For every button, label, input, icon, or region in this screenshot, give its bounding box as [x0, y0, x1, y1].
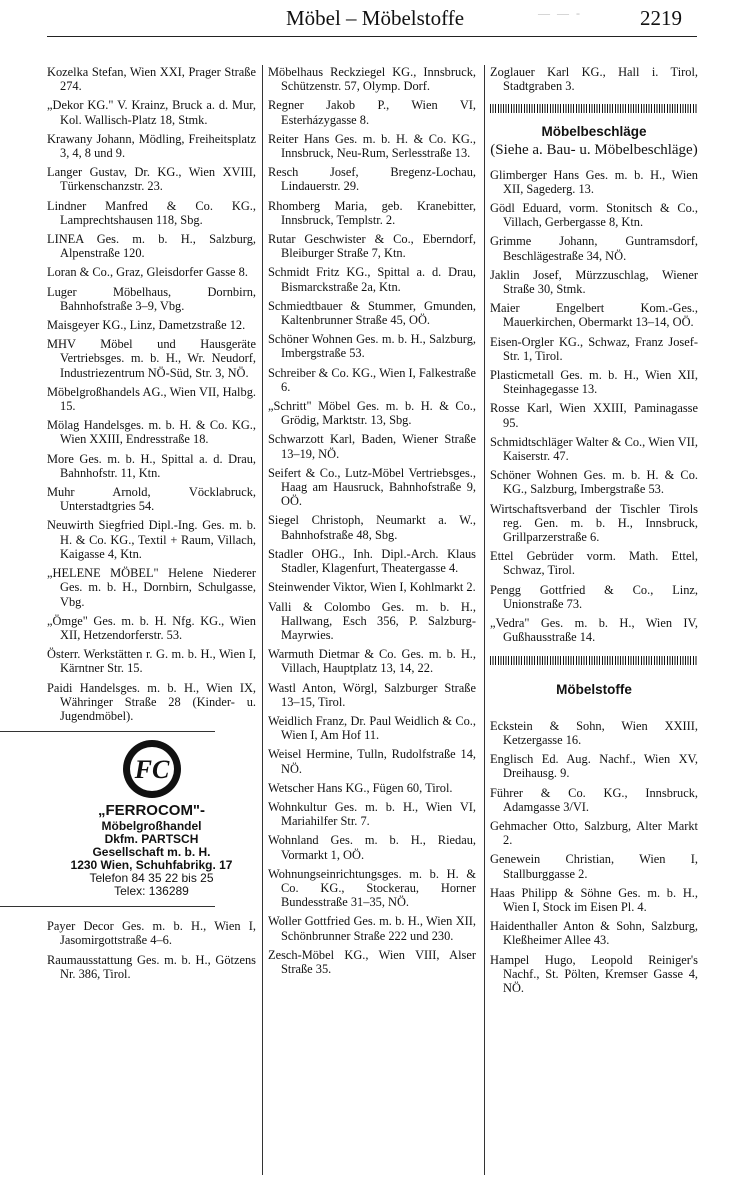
list-item: Schmiedtbauer & Stummer, Gmunden, Kaltenbrunner Straße 45, OÖ.	[268, 298, 476, 328]
header-marks: — — -	[538, 6, 582, 20]
list-item: Maier Engelbert Kom.-Ges., Mauerkirchen, Obermarkt 13–14, OÖ.	[490, 301, 698, 330]
header-rule	[47, 36, 697, 37]
list-item: Raumausstattung Ges. m. b. H., Götzens Nr. 386, Tirol.	[47, 952, 256, 981]
list-item: Möbelhaus Reckziegel KG., Innsbruck, Schützenstr. 57, Olymp. Dorf.	[268, 65, 476, 94]
list-item: Steinwender Viktor, Wien I, Kohlmarkt 2.	[268, 580, 476, 595]
list-item: Regner Jakob P., Wien VI, Esterházygasse 8.	[268, 98, 476, 127]
ad-top-rule	[0, 731, 215, 732]
list-item: „Ömge" Ges. m. b. H. Nfg. KG., Wien XII, Hetzendorferstr. 53.	[47, 613, 256, 642]
list-item: Führer & Co. KG., Innsbruck, Adamgasse 3/VI.	[490, 785, 698, 814]
list-item: Kozelka Stefan, Wien XXI, Prager Straße 274.	[47, 65, 256, 94]
ad-address: 1230 Wien, Schuhfabrikg. 17	[70, 858, 233, 873]
list-item: Ettel Gebrüder vorm. Math. Ettel, Schwaz, Tirol.	[490, 549, 698, 578]
section-separator	[490, 104, 698, 113]
list-item: Wohnungseinrichtungsges. m. b. H. & Co. KG., Stockerau, Horner Bundesstraße 31–35, NÖ.	[268, 866, 476, 910]
list-item: Haas Philipp & Söhne Ges. m. b. H., Wien I, Stock im Eisen Pl. 4.	[490, 885, 698, 914]
list-item: Wirtschaftsverband der Tischler Tirols reg. Gen. m. b. H., Innsbruck, Grillparzerstraße 6.	[490, 501, 698, 545]
list-item: Seifert & Co., Lutz-Möbel Vertriebsges., Haag am Hausruck, Bahnhofstraße 9, OÖ.	[268, 465, 476, 509]
directory-list	[268, 65, 476, 976]
list-item: „Dekor KG." V. Krainz, Bruck a. d. Mur, Kol. Wallisch-Platz 18, Stmk.	[47, 98, 256, 127]
list-item: Haidenthaller Anton & Sohn, Salzburg, Kleßheimer Allee 43.	[490, 919, 698, 948]
list-item: „Vedra" Ges. m. b. H., Wien IV, Gußhausstraße 14.	[490, 616, 698, 645]
list-item: Österr. Werkstätten r. G. m. b. H., Wien I, Kärntner Str. 15.	[47, 647, 256, 676]
list-item: Hampel Hugo, Leopold Reiniger's Nachf., St. Pölten, Kremser Gasse 4, NÖ.	[490, 952, 698, 995]
list-item: More Ges. m. b. H., Spittal a. d. Drau, Bahnhofstr. 11, Ktn.	[47, 451, 256, 480]
list-item: Weidlich Franz, Dr. Paul Weidlich & Co., Wien I, Am Hof 11.	[268, 713, 476, 743]
section-separator	[490, 656, 698, 665]
list-item: Wohnland Ges. m. b. H., Riedau, Vormarkt 1, OÖ.	[268, 833, 476, 862]
section-title: Möbelstoffe	[556, 681, 632, 697]
list-item: Warmuth Dietmar & Co. Ges. m. b. H., Villach, Hauptplatz 13, 14, 22.	[268, 647, 476, 676]
column-1	[47, 65, 256, 986]
column-divider	[262, 65, 263, 1175]
list-item: Eckstein & Sohn, Wien XXIII, Ketzergasse 16.	[490, 718, 698, 747]
list-item: Schreiber & Co. KG., Wien I, Falkestraße 6.	[268, 365, 476, 394]
list-item: Rhomberg Maria, geb. Kranebitter, Innsbruck, Templstr. 2.	[268, 198, 476, 227]
list-item: Neuwirth Siegfried Dipl.-Ing. Ges. m. b. H. & Co. KG., Textil + Raum, Villach, Kaigasse 4, Ktn.	[47, 518, 256, 561]
ad-line: Möbelgroßhandel	[101, 819, 202, 834]
directory-list	[47, 65, 256, 723]
list-item: Zoglauer Karl KG., Hall i. Tirol, Stadtgraben 3.	[490, 65, 698, 94]
list-item: Glimberger Hans Ges. m. b. H., Wien XII, Sagederg. 13.	[490, 167, 698, 196]
list-item: „HELENE MÖBEL" Helene Niederer Ges. m. b. H., Dornbirn, Schulgasse, Vbg.	[47, 566, 256, 609]
directory-list	[47, 919, 256, 981]
list-item: Lindner Manfred & Co. KG., Lamprechtshausen 118, Sbg.	[47, 198, 256, 227]
ad-company-name: „FERROCOM"-	[97, 802, 206, 820]
ad-line: Gesellschaft m. b. H.	[92, 845, 211, 860]
section-note: (Siehe a. Bau- u. Möbelbeschläge)	[490, 141, 698, 158]
column-3	[490, 65, 698, 1000]
list-item: Woller Gottfried Ges. m. b. H., Wien XII, Schönbrunner Straße 222 und 230.	[268, 914, 476, 943]
list-item: Wohnkultur Ges. m. b. H., Wien VI, Mariahilfer Str. 7.	[268, 799, 476, 829]
list-item: „Schritt" Möbel Ges. m. b. H. & Co., Grödig, Marktstr. 13, Sbg.	[268, 399, 476, 428]
list-item: Weisel Hermine, Tulln, Rudolfstraße 14, NÖ.	[268, 747, 476, 776]
list-item: Schmidtschläger Walter & Co., Wien VII, Kaiserstr. 47.	[490, 434, 698, 464]
ad-phone: Telefon 84 35 22 bis 25	[89, 871, 214, 886]
list-item: Schöner Wohnen Ges. m. b. H. & Co. KG., Salzburg, Imbergstraße 53.	[490, 468, 698, 497]
list-item: Pengg Gottfried & Co., Linz, Unionstraße 73.	[490, 582, 698, 611]
list-item: Payer Decor Ges. m. b. H., Wien I, Jasomirgottstraße 4–6.	[47, 919, 256, 948]
list-item: Valli & Colombo Ges. m. b. H., Hallwang, Esch 356, P. Salzburg-Mayrwies.	[268, 599, 476, 642]
column-divider	[484, 65, 485, 1175]
page-title: Möbel – Möbelstoffe	[285, 6, 465, 30]
list-item: Schmidt Fritz KG., Spittal a. d. Drau, Bismarckstraße 2a, Ktn.	[268, 265, 476, 294]
list-item: Englisch Ed. Aug. Nachf., Wien XV, Dreihausg. 9.	[490, 752, 698, 781]
list-item: Stadler OHG., Inh. Dipl.-Arch. Klaus Stadler, Klagenfurt, Theatergasse 4.	[268, 546, 476, 576]
ad-line: Dkfm. PARTSCH	[104, 832, 199, 847]
list-item: Siegel Christoph, Neumarkt a. W., Bahnhofstraße 48, Sbg.	[268, 513, 476, 542]
list-item: Mölag Handelsges. m. b. H. & Co. KG., Wien XXIII, Endresstraße 18.	[47, 418, 256, 447]
ad-telex: Telex: 136289	[114, 884, 189, 899]
list-item: Eisen-Orgler KG., Schwaz, Franz Josef-Str. 1, Tirol.	[490, 334, 698, 363]
list-item: Luger Möbelhaus, Dornbirn, Bahnhofstraße 3–9, Vbg.	[47, 284, 256, 313]
list-item: Gehmacher Otto, Salzburg, Alter Markt 2.	[490, 818, 698, 848]
ferrocom-advertisement	[47, 738, 256, 898]
list-item: Genewein Christian, Wien I, Stallburggasse 2.	[490, 852, 698, 881]
page-header	[0, 0, 739, 40]
directory-list	[490, 719, 698, 995]
section-moebelstoffe	[490, 683, 698, 996]
list-item: LINEA Ges. m. b. H., Salzburg, Alpenstraße 120.	[47, 232, 256, 261]
page-number: 2219	[640, 6, 682, 30]
ferrocom-logo-icon	[121, 738, 183, 800]
list-item: Maisgeyer KG., Linz, Dametzstraße 12.	[47, 318, 246, 333]
list-item: Paidi Handelsges. m. b. H., Wien IX, Währinger Straße 28 (Kinder- u. Jugendmöbel).	[47, 680, 256, 723]
list-item: MHV Möbel und Hausgeräte Vertriebsges. m. b. H., Wr. Neudorf, Industriezentrum NÖ-Süd, Str. 3, NÖ.	[47, 337, 256, 380]
directory-list	[490, 168, 698, 645]
list-item: Resch Josef, Bregenz-Lochau, Lindauerstr. 29.	[268, 165, 476, 194]
list-item: Gödl Eduard, vorm. Stonitsch & Co., Villach, Gerbergasse 8, Ktn.	[490, 201, 698, 230]
svg-text:FC: FC	[134, 755, 169, 785]
list-item: Muhr Arnold, Vöcklabruck, Unterstadtgries 54.	[47, 485, 256, 514]
list-item: Wastl Anton, Wörgl, Salzburger Straße 13–15, Tirol.	[268, 680, 476, 709]
list-item: Loran & Co., Graz, Gleisdorfer Gasse 8.	[47, 265, 248, 280]
list-item: Rosse Karl, Wien XXIII, Paminagasse 95.	[490, 401, 698, 430]
list-item: Jaklin Josef, Mürzzuschlag, Wiener Straße 30, Stmk.	[490, 267, 698, 297]
column-2	[268, 65, 476, 981]
list-item: Zesch-Möbel KG., Wien VIII, Alser Straße 35.	[268, 947, 476, 976]
list-item: Langer Gustav, Dr. KG., Wien XVIII, Türkenschanzstr. 23.	[47, 165, 256, 194]
list-item: Schwarzott Karl, Baden, Wiener Straße 13–19, NÖ.	[268, 432, 476, 461]
list-item: Reiter Hans Ges. m. b. H. & Co. KG., Innsbruck, Neu-Rum, Serlesstraße 13.	[268, 131, 476, 161]
list-item: Schöner Wohnen Ges. m. b. H., Salzburg, Imbergstraße 53.	[268, 332, 476, 361]
list-item: Grimme Johann, Guntramsdorf, Beschlägestraße 34, NÖ.	[490, 234, 698, 263]
section-moebelbeschlaege	[490, 125, 698, 644]
section-title: Möbelbeschläge	[541, 124, 647, 140]
ad-bottom-rule	[0, 906, 215, 907]
list-item: Möbelgroßhandels AG., Wien VII, Halbg. 15.	[47, 384, 256, 414]
list-item: Wetscher Hans KG., Fügen 60, Tirol.	[268, 780, 453, 795]
list-item: Rutar Geschwister & Co., Eberndorf, Bleiburger Straße 7, Ktn.	[268, 232, 476, 261]
list-item: Krawany Johann, Mödling, Freiheitsplatz 3, 4, 8 und 9.	[47, 131, 256, 161]
directory-list	[490, 65, 698, 93]
list-item: Plasticmetall Ges. m. b. H., Wien XII, Steinhagegasse 13.	[490, 368, 698, 397]
